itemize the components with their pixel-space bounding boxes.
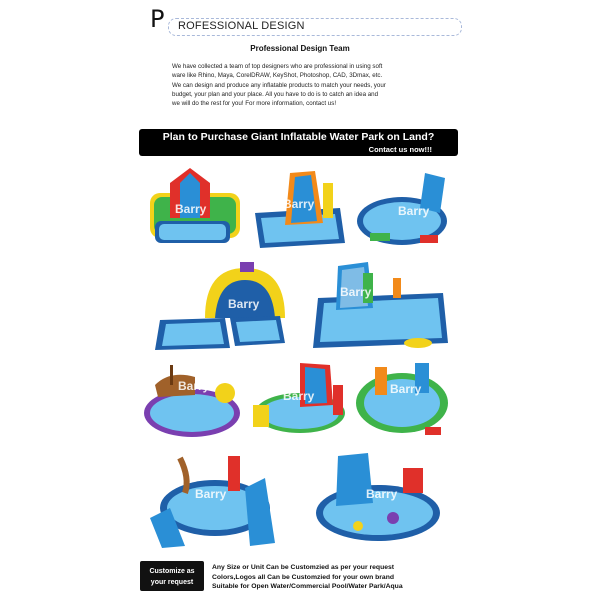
watermark-text: Barry bbox=[195, 487, 227, 501]
watermark-text: Barry bbox=[283, 197, 315, 211]
customize-button-line: Customize as bbox=[149, 568, 195, 575]
team-line: we will do the rest for you! For more information, contact us! bbox=[172, 100, 337, 108]
customize-button-line: your request bbox=[150, 579, 194, 586]
note-line: Suitable for Open Water/Commercial Pool/Water Park/Aqua bbox=[212, 583, 403, 590]
water-park-image bbox=[298, 448, 456, 550]
watermark-text: Barry bbox=[178, 379, 210, 393]
water-park-image bbox=[140, 258, 290, 350]
team-description bbox=[172, 62, 472, 108]
watermark-text: Barry bbox=[390, 382, 422, 396]
watermark-text: Barry bbox=[340, 285, 372, 299]
product-photo-8 bbox=[350, 355, 455, 443]
contact-us-link[interactable]: Contact us now!!! bbox=[368, 145, 432, 154]
water-park-image bbox=[245, 355, 350, 443]
water-park-image bbox=[350, 163, 455, 253]
team-line: We have collected a team of top designers who are professional in using soft bbox=[172, 63, 383, 70]
water-park-image bbox=[140, 448, 290, 550]
watermark-text: Barry bbox=[228, 297, 260, 311]
note-line: Colors,Logos all Can be Customzied for your own brand bbox=[212, 573, 395, 581]
product-photo-5 bbox=[298, 258, 456, 353]
product-photo-4 bbox=[140, 258, 290, 350]
watermark-text: Barry bbox=[175, 202, 207, 216]
water-park-image bbox=[350, 355, 455, 443]
product-photo-3 bbox=[350, 163, 455, 253]
watermark-text: Barry bbox=[366, 487, 398, 501]
water-park-image bbox=[245, 163, 350, 253]
water-park-image bbox=[140, 163, 245, 253]
product-photo-6 bbox=[140, 355, 245, 443]
product-photo-7 bbox=[245, 355, 350, 443]
product-photo-9 bbox=[140, 448, 290, 550]
watermark-text: Barry bbox=[398, 204, 430, 218]
product-photo-2 bbox=[245, 163, 350, 253]
header-initial-letter: P bbox=[150, 5, 165, 33]
header-title: ROFESSIONAL DESIGN bbox=[178, 20, 305, 32]
team-line: ware like Rhino, Maya, CorelDRAW, KeyShot, Photoshop, CAD, 3Dmax, etc. bbox=[172, 72, 383, 80]
team-title: Professional Design Team bbox=[250, 44, 350, 53]
customize-button[interactable] bbox=[140, 561, 204, 591]
product-photo-10 bbox=[298, 448, 456, 550]
customization-notes bbox=[212, 563, 403, 592]
promo-banner-title: Plan to Purchase Giant Inflatable Water Park on Land? bbox=[162, 131, 435, 143]
team-line: budget, your plan and your place. All you have to do is to catch an idea and bbox=[172, 90, 379, 98]
water-park-image bbox=[298, 258, 456, 353]
product-photo-1 bbox=[140, 163, 245, 253]
watermark-text: Barry bbox=[283, 389, 315, 403]
note-line: Any Size or Unit Can be Customzied as per your request bbox=[212, 564, 395, 571]
water-park-image bbox=[140, 355, 245, 443]
team-line: We can design and produce any inflatable products to match your needs, your bbox=[172, 81, 386, 89]
